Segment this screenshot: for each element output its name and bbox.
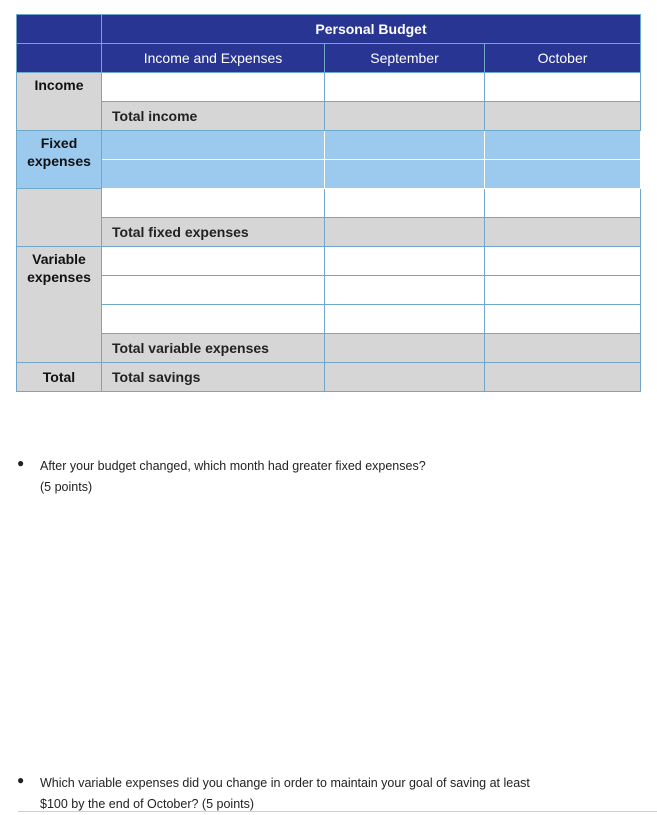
- table-row: [17, 276, 641, 305]
- total-income-september-cell[interactable]: [325, 102, 485, 131]
- variable-september-cell[interactable]: [325, 276, 485, 305]
- column-header-row: [17, 44, 641, 73]
- fixed-october-cell[interactable]: [485, 160, 641, 189]
- fixed-item-cell[interactable]: [102, 131, 325, 160]
- section-fixed-continued: [17, 189, 102, 247]
- table-row: [17, 247, 641, 276]
- variable-item-cell[interactable]: [102, 247, 325, 276]
- section-total: Total: [17, 363, 102, 392]
- fixed-october-cell[interactable]: [485, 189, 641, 218]
- question-1-text: After your budget changed, which month had greater fixed expenses?: [40, 459, 426, 473]
- table-row: [17, 334, 641, 363]
- income-item-cell[interactable]: [102, 73, 325, 102]
- question-2: [40, 773, 600, 815]
- total-variable-expenses-label: Total variable expenses: [102, 334, 325, 363]
- question-1: [40, 456, 520, 498]
- total-savings-october-cell[interactable]: [485, 363, 641, 392]
- fixed-october-cell[interactable]: [485, 131, 641, 160]
- title-row: [17, 15, 641, 44]
- total-income-october-cell[interactable]: [485, 102, 641, 131]
- variable-september-cell[interactable]: [325, 305, 485, 334]
- page-divider: [18, 811, 657, 812]
- variable-october-cell[interactable]: [485, 247, 641, 276]
- fixed-september-cell[interactable]: [325, 131, 485, 160]
- header-corner-cell: [17, 15, 102, 44]
- variable-item-cell[interactable]: [102, 305, 325, 334]
- table-row: [17, 218, 641, 247]
- col-header-income-expenses: Income and Expenses: [102, 44, 325, 73]
- col-header-october: October: [485, 44, 641, 73]
- fixed-september-cell[interactable]: [325, 189, 485, 218]
- total-income-label: Total income: [102, 102, 325, 131]
- fixed-item-cell[interactable]: [102, 189, 325, 218]
- variable-item-cell[interactable]: [102, 276, 325, 305]
- table-row: [17, 160, 641, 189]
- bullet-icon: ●: [17, 773, 25, 787]
- total-savings-label: Total savings: [102, 363, 325, 392]
- bullet-icon: ●: [17, 456, 25, 470]
- total-savings-september-cell[interactable]: [325, 363, 485, 392]
- section-variable-expenses: Variable expenses: [17, 247, 102, 363]
- question-1-points: (5 points): [40, 480, 93, 494]
- fixed-september-cell[interactable]: [325, 160, 485, 189]
- variable-october-cell[interactable]: [485, 305, 641, 334]
- question-2-text: Which variable expenses did you change in order to maintain your goal of saving at least: [40, 776, 530, 790]
- income-september-cell[interactable]: [325, 73, 485, 102]
- section-income: Income: [17, 73, 102, 131]
- table-title: Personal Budget: [102, 15, 641, 44]
- table-row: [17, 102, 641, 131]
- section-fixed-expenses: Fixed expenses: [17, 131, 102, 189]
- col-header-september: September: [325, 44, 485, 73]
- total-fixed-october-cell[interactable]: [485, 218, 641, 247]
- question-2-text-continued: $100 by the end of October? (5 points): [40, 797, 255, 811]
- total-variable-september-cell[interactable]: [325, 334, 485, 363]
- header-corner-cell: [17, 44, 102, 73]
- table-row: [17, 305, 641, 334]
- income-october-cell[interactable]: [485, 73, 641, 102]
- total-fixed-expenses-label: Total fixed expenses: [102, 218, 325, 247]
- variable-september-cell[interactable]: [325, 247, 485, 276]
- table-row: [17, 189, 641, 218]
- personal-budget-table: [16, 14, 641, 392]
- table-row: [17, 131, 641, 160]
- total-fixed-september-cell[interactable]: [325, 218, 485, 247]
- variable-october-cell[interactable]: [485, 276, 641, 305]
- table-row: [17, 363, 641, 392]
- fixed-item-cell[interactable]: [102, 160, 325, 189]
- table-row: [17, 73, 641, 102]
- total-variable-october-cell[interactable]: [485, 334, 641, 363]
